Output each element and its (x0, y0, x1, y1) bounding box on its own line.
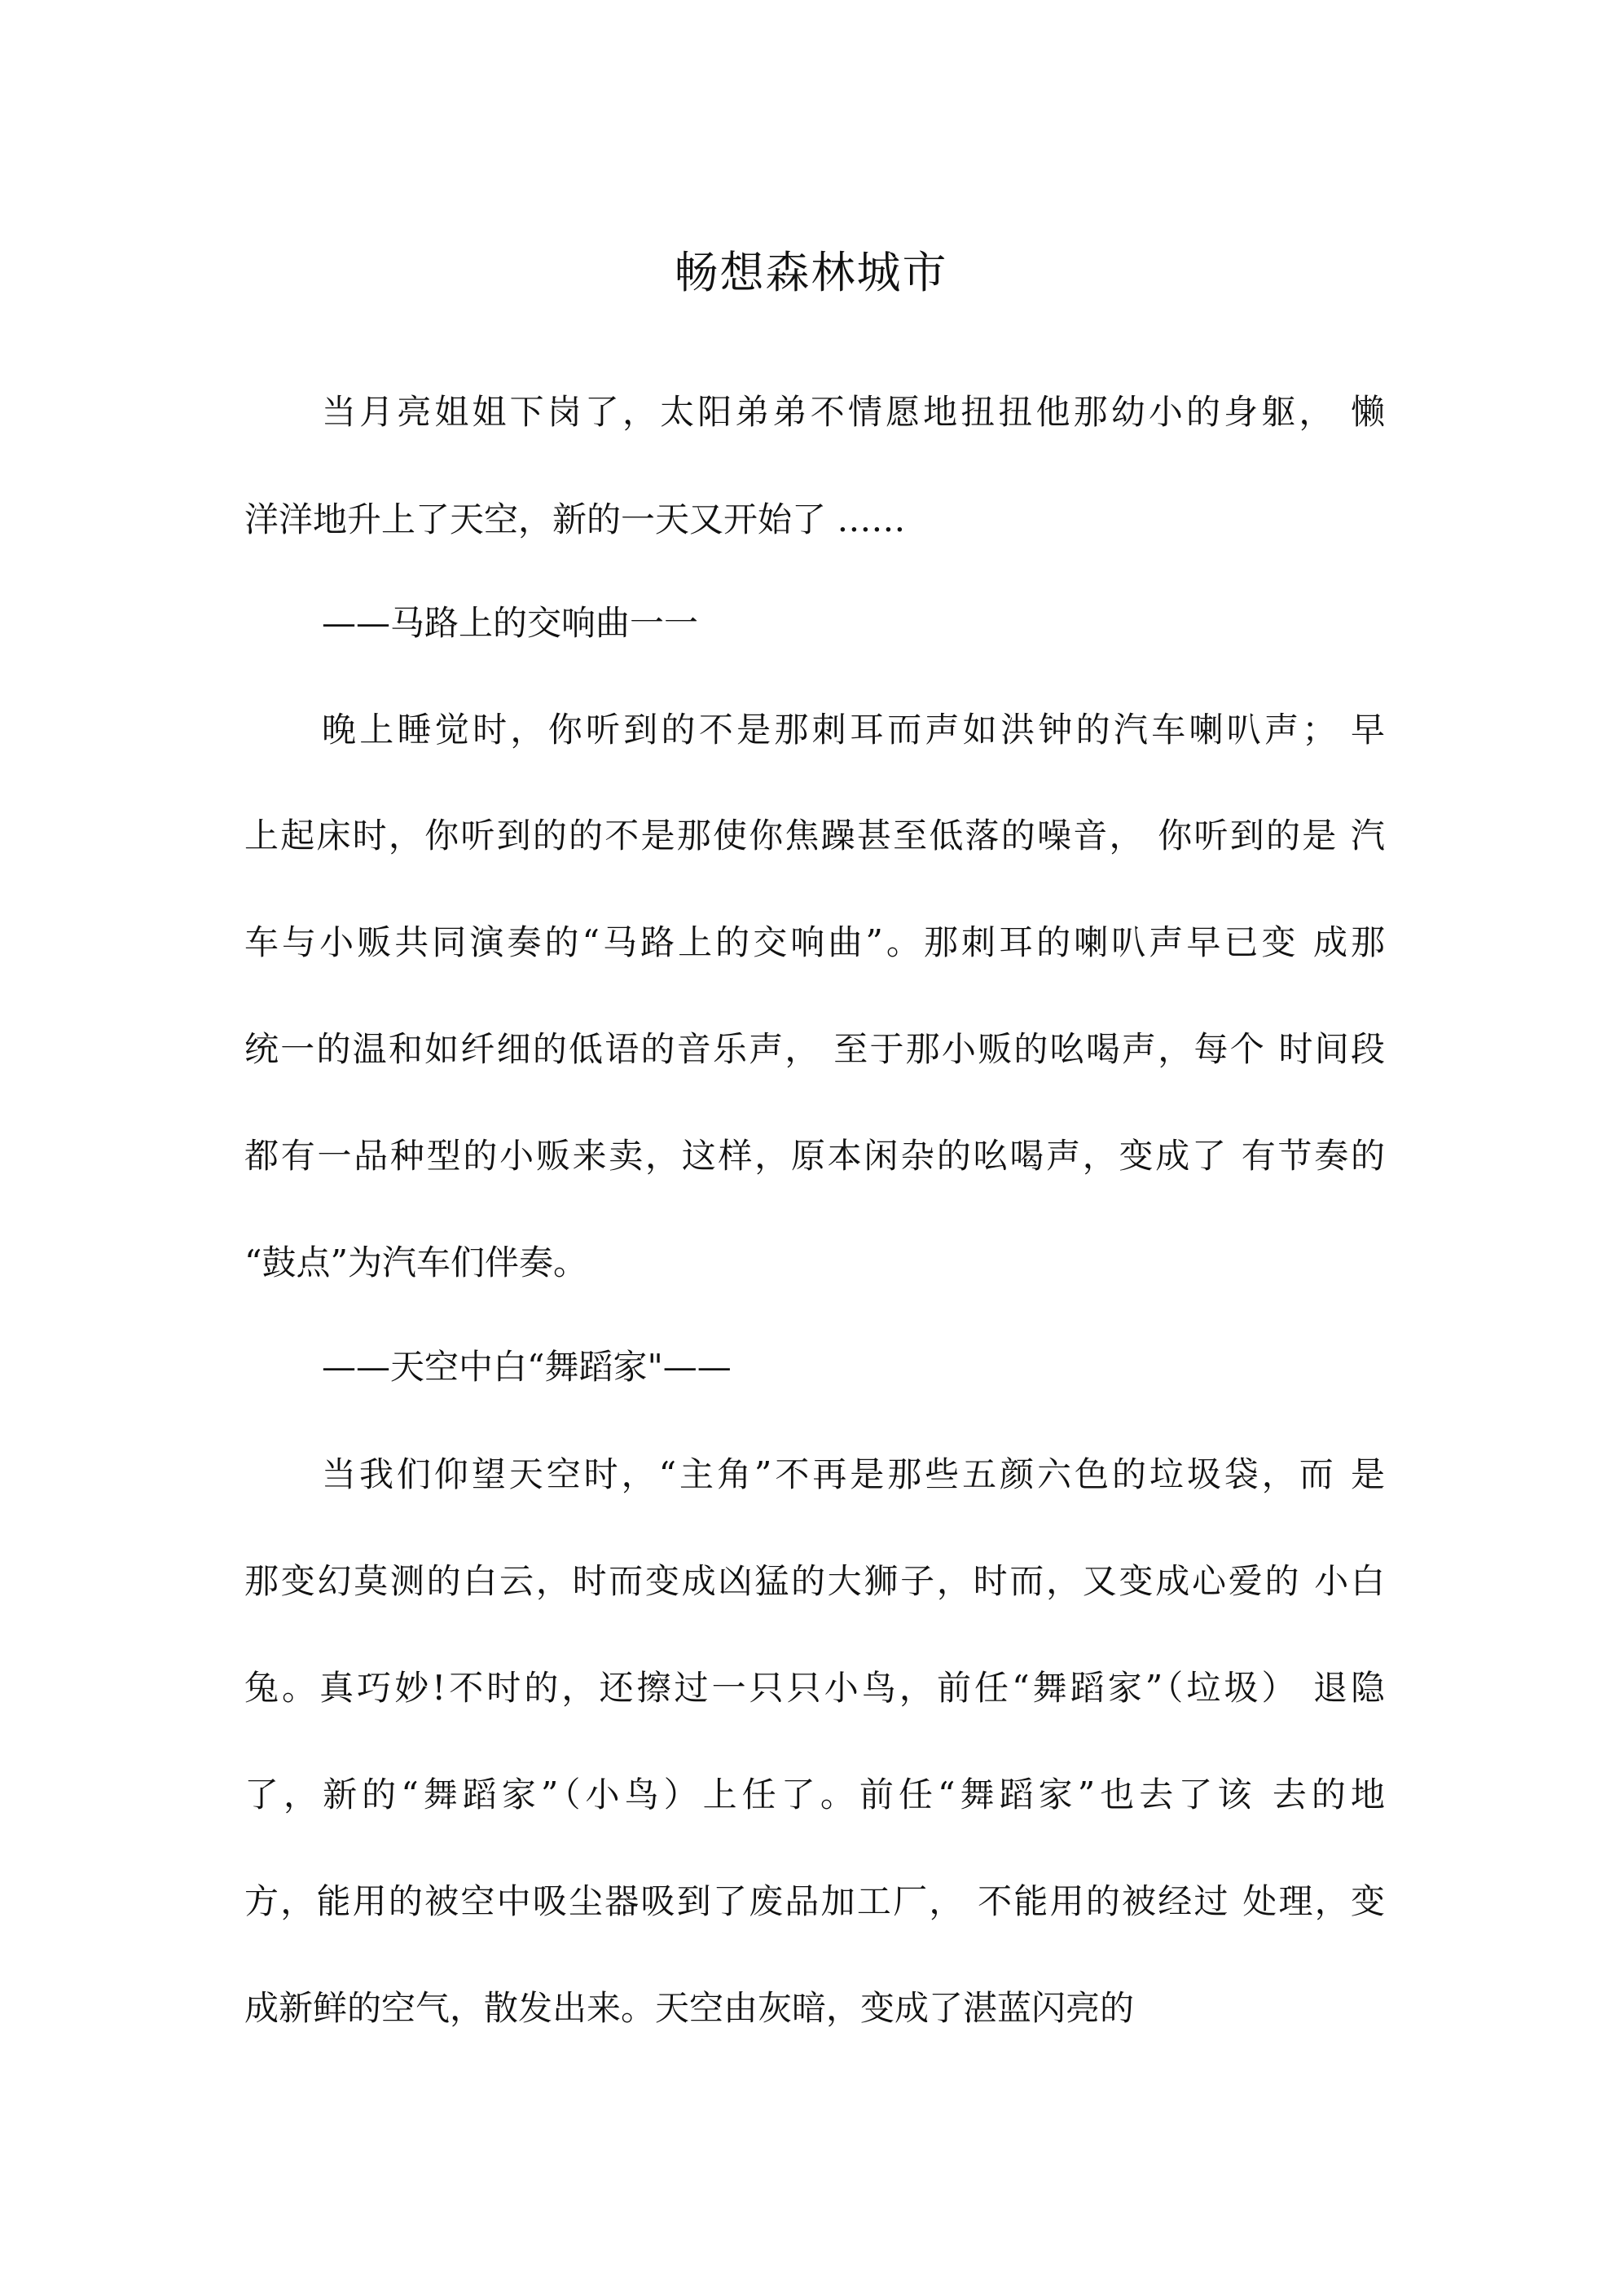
paragraph-line: 都有一品种型的小贩来卖，这样，原本闲杂的吆喝声，变成了 有节奏的 (244, 1136, 1385, 1176)
paragraph-line: 洋洋地升上了天空，新的一天又开始了 …… (244, 499, 906, 539)
paragraph-line: 方，能用的被空中吸尘器吸到了废品加工厂， 不能用的被经过 处理，变 (244, 1881, 1385, 1921)
section-heading: ——天空中白“舞蹈家"—— (322, 1347, 732, 1387)
paragraph-line: 当我们仰望天空时，“主角”不再是那些五颜六色的垃圾袋，而 是 (322, 1454, 1385, 1494)
paragraph-line: 车与小贩共同演奏的“马路上的交响曲”。那刺耳的喇叭声早已变 成那 (244, 922, 1385, 962)
paragraph-line: 了，新的“舞蹈家”（小鸟）上任了。前任“舞蹈家”也去了该 去的地 (244, 1775, 1385, 1814)
paragraph-line: 晚上睡觉时，你听到的不是那刺耳而声如洪钟的汽车喇叭声； 早 (322, 710, 1385, 750)
paragraph-line: 统一的温和如纤细的低语的音乐声， 至于那小贩的吆喝声，每个 时间段 (244, 1029, 1385, 1069)
document-title: 畅想森林城市 (674, 247, 948, 298)
paragraph-line: 那变幻莫测的白云，时而变成凶猛的大狮子，时而，又变成心爱的 小白 (244, 1561, 1385, 1601)
paragraph-line: 兔。真巧妙!不时的，还擦过一只只小鸟，前任“舞蹈家”（垃圾） 退隐 (244, 1668, 1385, 1708)
section-heading: ——马路上的交响曲一一 (322, 603, 699, 643)
paragraph-line: 上起床时，你听到的的不是那使你焦躁甚至低落的噪音， 你听到的是 汽 (244, 816, 1385, 856)
paragraph-line: 成新鲜的空气，散发出来。天空由灰暗，变成了湛蓝闪亮的 (244, 1988, 1135, 2028)
paragraph-line: 当月亮姐姐下岗了，太阳弟弟不情愿地扭扭他那幼小的身躯， 懒 (322, 392, 1385, 432)
paragraph-line: “鼓点”为汽车们伴奏。 (244, 1243, 587, 1282)
